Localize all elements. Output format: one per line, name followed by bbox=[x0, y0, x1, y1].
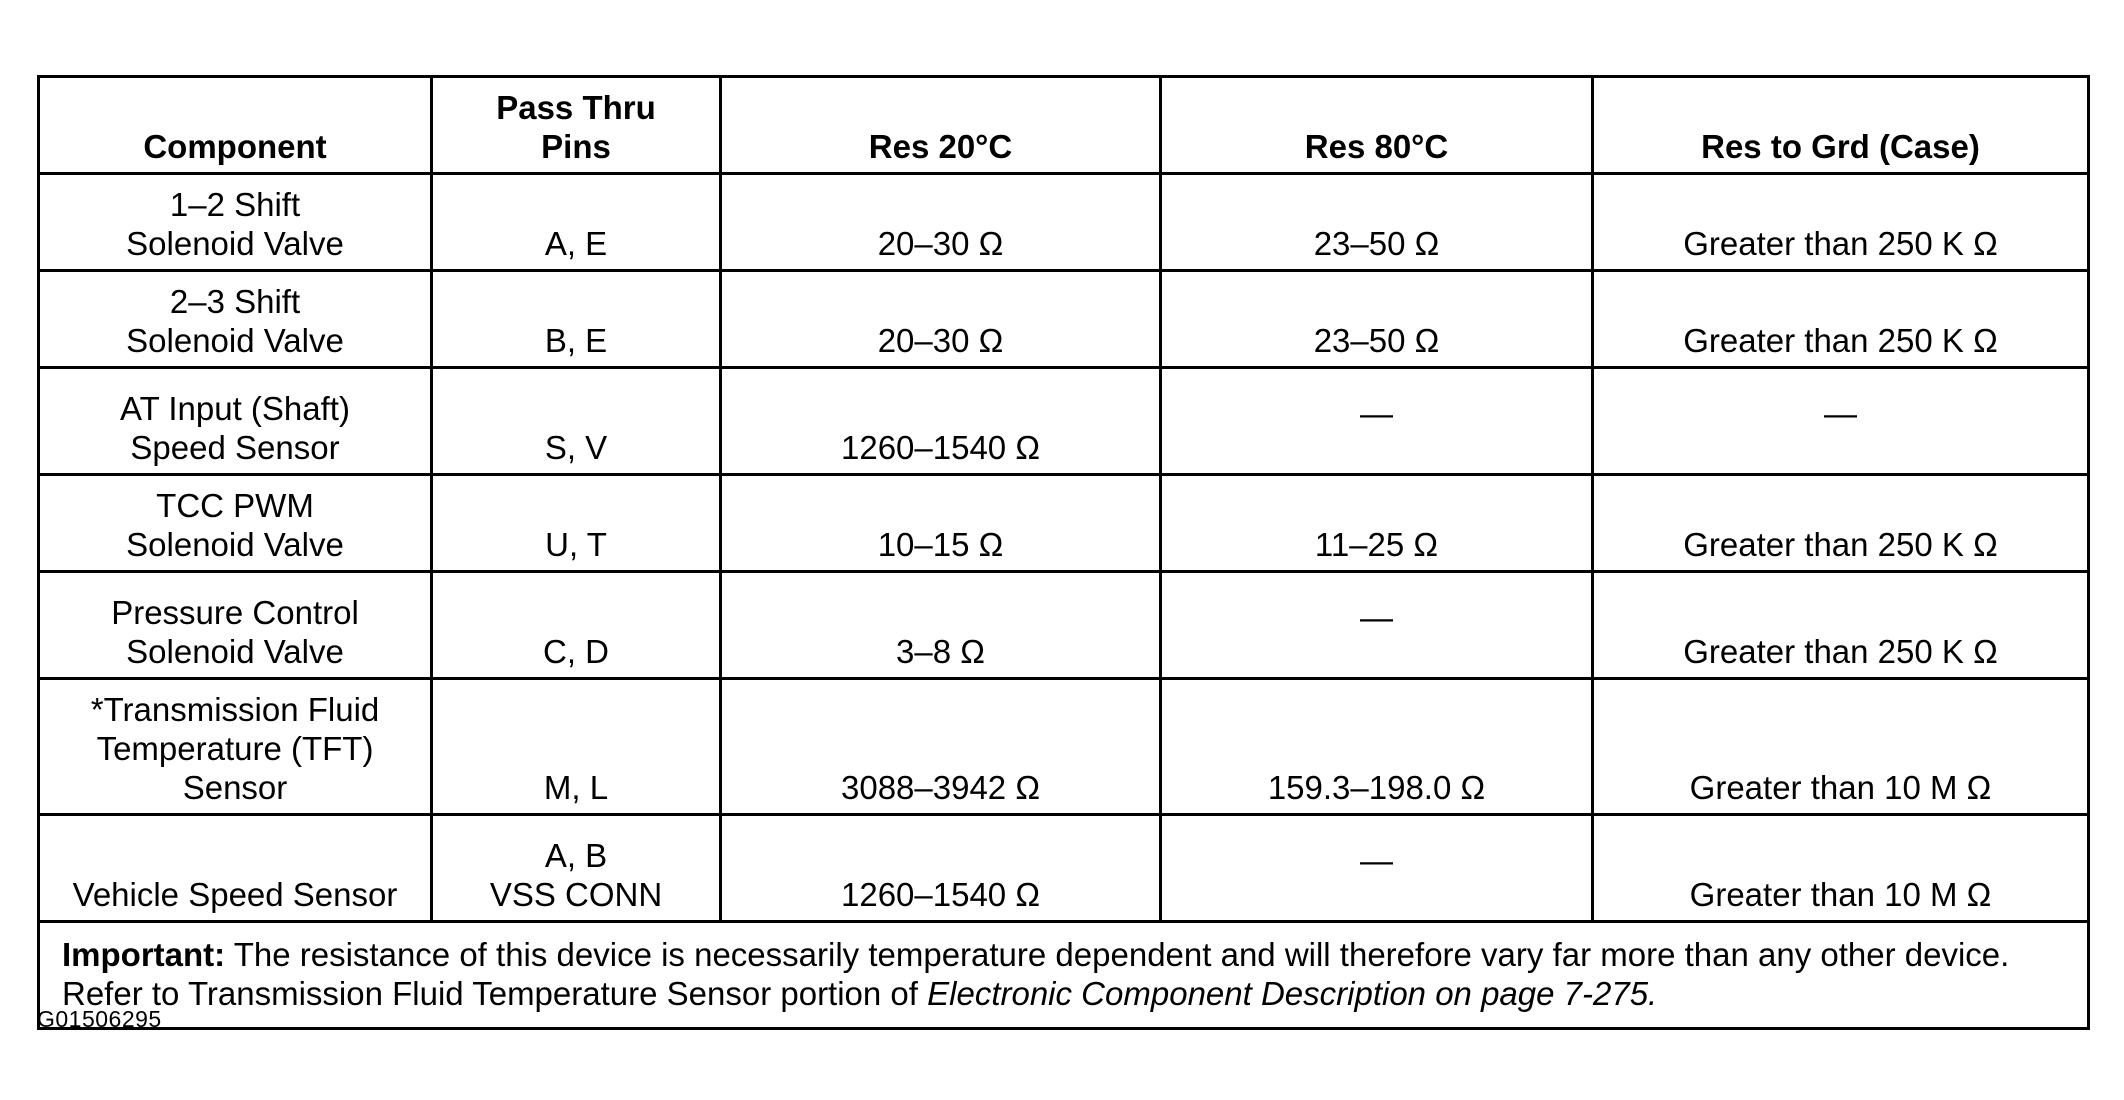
component-cell: TCC PWM Solenoid Valve bbox=[39, 475, 432, 572]
table-header-row bbox=[39, 77, 2089, 174]
table-row bbox=[39, 271, 2089, 368]
res-20c-cell: 3088–3942 Ω bbox=[721, 679, 1161, 815]
important-note bbox=[39, 922, 2089, 1029]
res-80c-cell: — bbox=[1161, 368, 1593, 475]
res-20c-cell: 20–30 Ω bbox=[721, 174, 1161, 271]
res-80c-cell: 23–50 Ω bbox=[1161, 271, 1593, 368]
component-cell: Pressure Control Solenoid Valve bbox=[39, 572, 432, 679]
res-ground-cell: Greater than 250 K Ω bbox=[1593, 174, 2089, 271]
header-pass-thru-pins: Pass Thru Pins bbox=[432, 77, 721, 174]
res-20c-cell: 10–15 Ω bbox=[721, 475, 1161, 572]
table-row bbox=[39, 475, 2089, 572]
table-row bbox=[39, 815, 2089, 922]
res-20c-cell: 1260–1540 Ω bbox=[721, 815, 1161, 922]
res-80c-cell: 159.3–198.0 Ω bbox=[1161, 679, 1593, 815]
pins-cell: A, E bbox=[432, 174, 721, 271]
res-80c-cell: 11–25 Ω bbox=[1161, 475, 1593, 572]
header-component: Component bbox=[39, 77, 432, 174]
res-ground-cell: Greater than 250 K Ω bbox=[1593, 271, 2089, 368]
pins-cell: B, E bbox=[432, 271, 721, 368]
resistance-spec-table-container bbox=[37, 75, 2087, 1030]
header-res-20c: Res 20°C bbox=[721, 77, 1161, 174]
resistance-spec-table bbox=[37, 75, 2090, 1030]
res-80c-cell: — bbox=[1161, 572, 1593, 679]
pins-cell: M, L bbox=[432, 679, 721, 815]
component-cell: 1–2 Shift Solenoid Valve bbox=[39, 174, 432, 271]
pins-cell: S, V bbox=[432, 368, 721, 475]
res-ground-cell: — bbox=[1593, 368, 2089, 475]
component-cell: 2–3 Shift Solenoid Valve bbox=[39, 271, 432, 368]
pins-cell: C, D bbox=[432, 572, 721, 679]
table-row bbox=[39, 572, 2089, 679]
res-ground-cell: Greater than 10 M Ω bbox=[1593, 679, 2089, 815]
note-label: Important: bbox=[62, 936, 226, 973]
res-80c-cell: — bbox=[1161, 815, 1593, 922]
res-20c-cell: 3–8 Ω bbox=[721, 572, 1161, 679]
note-reference: Electronic Component Description on page 7-275. bbox=[927, 975, 1658, 1012]
note-row bbox=[39, 922, 2089, 1029]
res-ground-cell: Greater than 250 K Ω bbox=[1593, 475, 2089, 572]
pins-cell: A, B VSS CONN bbox=[432, 815, 721, 922]
figure-id: G01506295 bbox=[37, 1006, 162, 1032]
res-ground-cell: Greater than 10 M Ω bbox=[1593, 815, 2089, 922]
pins-cell: U, T bbox=[432, 475, 721, 572]
component-cell: Vehicle Speed Sensor bbox=[39, 815, 432, 922]
header-res-to-ground: Res to Grd (Case) bbox=[1593, 77, 2089, 174]
component-cell: AT Input (Shaft) Speed Sensor bbox=[39, 368, 432, 475]
res-20c-cell: 1260–1540 Ω bbox=[721, 368, 1161, 475]
table-row bbox=[39, 174, 2089, 271]
component-cell: *Transmission Fluid Temperature (TFT) Sensor bbox=[39, 679, 432, 815]
table-row bbox=[39, 368, 2089, 475]
res-80c-cell: 23–50 Ω bbox=[1161, 174, 1593, 271]
table-row bbox=[39, 679, 2089, 815]
header-res-80c: Res 80°C bbox=[1161, 77, 1593, 174]
res-20c-cell: 20–30 Ω bbox=[721, 271, 1161, 368]
note-text: The resistance of this device is necessarily temperature dependent and will therefore vary far more than any other device. Refer to Transmission Fluid Temperature Sensor portion of bbox=[62, 936, 2010, 1012]
res-ground-cell: Greater than 250 K Ω bbox=[1593, 572, 2089, 679]
